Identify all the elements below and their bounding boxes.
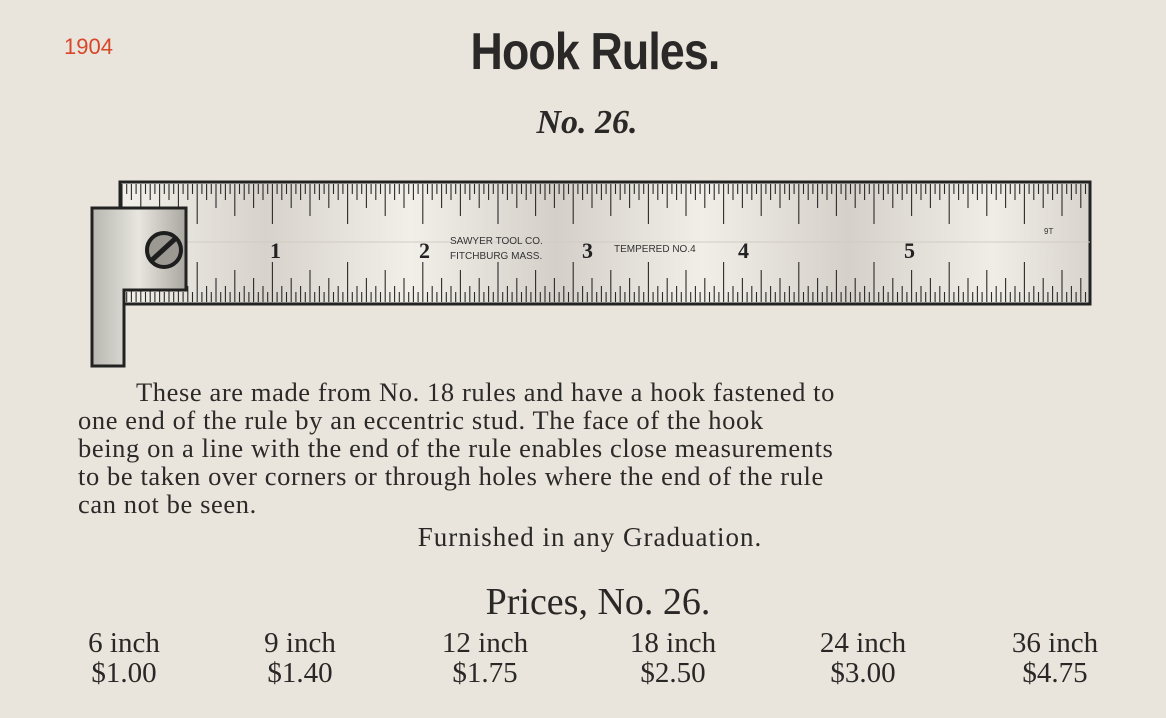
price-amount: $1.40 [267, 657, 333, 689]
price-size: 24 inch [819, 627, 907, 659]
price-amount: $4.75 [1022, 657, 1088, 689]
price-size: 6 inch [88, 627, 160, 659]
graduation-note: Furnished in any Graduation. [417, 522, 763, 552]
description-paragraph [78, 378, 1108, 518]
price-item-18-inch [608, 628, 738, 688]
hook [92, 208, 186, 366]
description-line: to be taken over corners or through holes where the end of the rule [78, 461, 824, 491]
tempered-stamp: TEMPERED NO.4 [614, 244, 696, 255]
description-line: being on a line with the end of the rule enables close measurements [78, 433, 834, 463]
graduation-mark: 9T [1044, 227, 1054, 236]
price-size: 9 inch [264, 627, 336, 659]
rule-blade [120, 182, 1090, 304]
rule-numeral-4: 4 [738, 238, 749, 263]
rule-numeral-1: 1 [270, 238, 281, 263]
maker-city: FITCHBURG MASS. [450, 251, 543, 262]
price-item-36-inch [990, 628, 1120, 688]
year-label: 1904 [64, 34, 113, 59]
price-size: 18 inch [629, 627, 717, 659]
hook-rule-illustration [86, 172, 1096, 372]
page-title: Hook Rules. [470, 23, 720, 81]
rule-numeral-3: 3 [582, 238, 593, 263]
price-size: 12 inch [441, 627, 529, 659]
prices-heading: Prices, No. 26. [485, 581, 711, 623]
price-item-6-inch [64, 628, 184, 688]
price-amount: $1.75 [452, 657, 518, 689]
rule-numeral-5: 5 [904, 238, 915, 263]
maker-name: SAWYER TOOL CO. [450, 236, 543, 247]
price-item-12-inch [420, 628, 550, 688]
price-amount: $1.00 [91, 657, 157, 689]
price-size: 36 inch [1011, 627, 1099, 659]
price-amount: $3.00 [830, 657, 896, 689]
rule-numeral-2: 2 [419, 238, 430, 263]
model-number: No. 26. [536, 104, 638, 141]
price-item-24-inch [798, 628, 928, 688]
price-amount: $2.50 [640, 657, 706, 689]
price-item-9-inch [240, 628, 360, 688]
description-line: one end of the rule by an eccentric stud. The face of the hook [78, 405, 764, 435]
eccentric-stud-screw [147, 233, 181, 267]
description-line: can not be seen. [78, 489, 257, 519]
description-line: These are made from No. 18 rules and have a hook fastened to [136, 377, 835, 407]
